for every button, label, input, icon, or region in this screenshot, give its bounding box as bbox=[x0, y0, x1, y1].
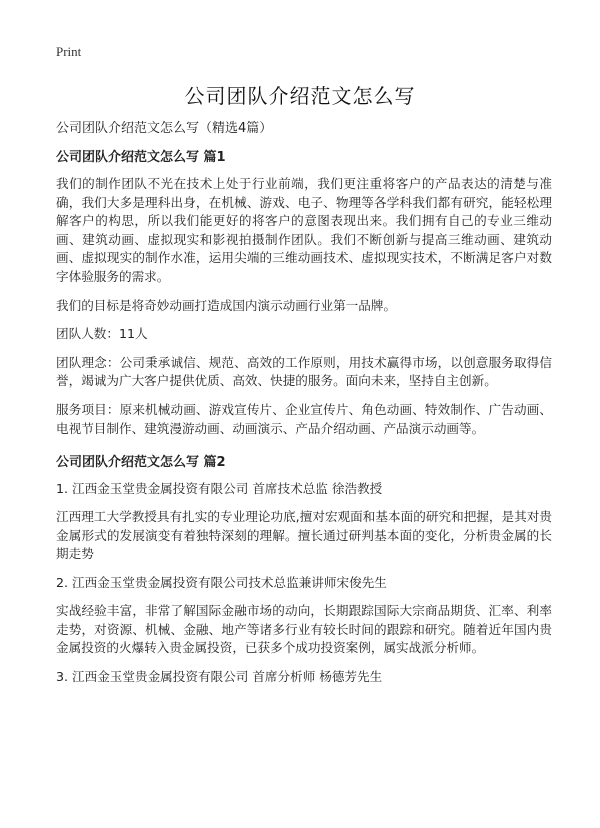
section-1-paragraph-goal: 我们的目标是将奇妙动画打造成国内演示动画行业第一品牌。 bbox=[56, 297, 397, 313]
section-1-paragraph-philosophy: 团队理念：公司秉承诚信、规范、高效的工作原则，用技术赢得市场，以创意服务取得信誉，竭诚为广大客户提供优质、高效、快捷的服务。面向未来，坚持自主创新。 bbox=[56, 354, 552, 389]
section-1-paragraph-services: 服务项目：原来机械动画、游戏宣传片、企业宣传片、角色动画、特效制作、广告动画、电视节目制作、建筑漫游动画、动画演示、产品介绍动画、产品演示动画等。 bbox=[56, 401, 552, 436]
section-2-heading: 公司团队介绍范文怎么写 篇2 bbox=[56, 455, 226, 471]
document-body bbox=[56, 120, 552, 696]
section-2 bbox=[56, 454, 552, 686]
section-2-item-2-text: 实战经验丰富，非常了解国际金融市场的动向，长期跟踪国际大宗商品期货、汇率、利率走势，对资源、机械、金融、地产等诸多行业有较长时间的跟踪和研究。随着近年国内贵金属投资的火爆转入贵金属投资，已获多个成功投资案例，属实战派分析师。 bbox=[56, 602, 552, 656]
section-1-heading: 公司团队介绍范文怎么写 篇1 bbox=[56, 150, 226, 165]
print-link[interactable]: Print bbox=[56, 44, 82, 59]
section-2-item-2-title: 2. 江西金玉堂贵金属投资有限公司技术总监兼讲师宋俊先生 bbox=[56, 574, 387, 590]
section-1 bbox=[56, 149, 552, 438]
section-1-paragraph-team-size: 团队人数：11人 bbox=[56, 326, 148, 342]
page-title: 公司团队介绍范文怎么写 bbox=[184, 84, 416, 108]
section-1-paragraph-intro: 我们的制作团队不光在技术上处于行业前端，我们更注重将客户的产品表达的清楚与准确，我们大多是理科出身，在机械、游戏、电子、物理等各学科我们都有研究，能轻松理解客户的构思，所以我们能更好的将客户的意图表现出来。我们拥有自己的专业三维动画、建筑动画、虚拟现实和影视拍摄制作团队。我们不断创新与提高三维动画、建筑动画、虚拟现实的制作水准，运用尖端的三维动画技术、虚拟现实技术，不断满足客户对数字体验服务的需求。 bbox=[56, 176, 552, 284]
section-2-item-3-title: 3. 江西金玉堂贵金属投资有限公司 首席分析师 杨德芳先生 bbox=[56, 668, 383, 684]
document-subtitle: 公司团队介绍范文怎么写（精选4篇） bbox=[56, 121, 273, 136]
section-2-item-1-text: 江西理工大学教授具有扎实的专业理论功底,擅对宏观面和基本面的研究和把握，是其对贵金属形式的发展演变有着独特深刻的理解。擅长通过研判基本面的变化，分析贵金属的长期走势 bbox=[56, 509, 552, 562]
section-2-item-1-title: 1. 江西金玉堂贵金属投资有限公司 首席技术总监 徐浩教授 bbox=[56, 481, 383, 497]
